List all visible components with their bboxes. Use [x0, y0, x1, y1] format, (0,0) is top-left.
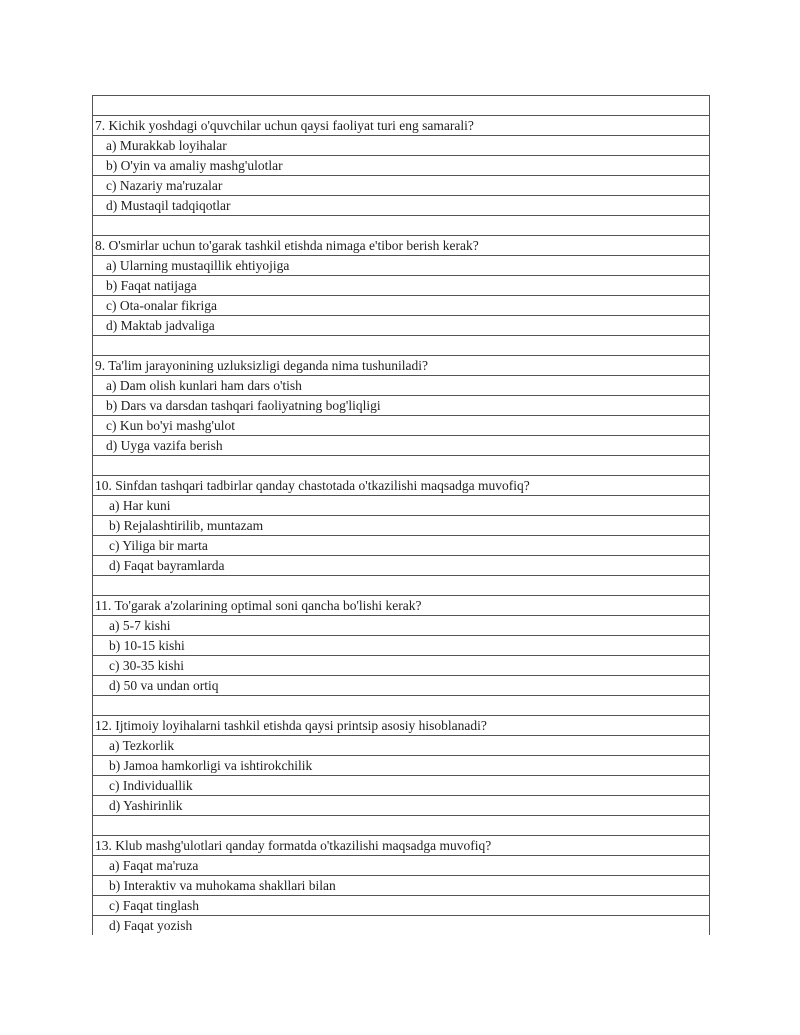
question-text: 8. O'smirlar uchun to'garak tashkil etishda nimaga e'tibor berish kerak?: [93, 235, 709, 255]
answer-option: c) Individuallik: [93, 775, 709, 795]
answer-option: b) Rejalashtirilib, muntazam: [93, 515, 709, 535]
answer-option: c) 30-35 kishi: [93, 655, 709, 675]
answer-option: a) Ularning mustaqillik ehtiyojiga: [93, 255, 709, 275]
answer-option: c) Faqat tinglash: [93, 895, 709, 915]
answer-option: b) Jamoa hamkorligi va ishtirokchilik: [93, 755, 709, 775]
answer-option: a) Murakkab loyihalar: [93, 135, 709, 155]
answer-option: d) Uyga vazifa berish: [93, 435, 709, 455]
spacer-row: [93, 575, 709, 595]
spacer-row: [93, 215, 709, 235]
answer-option: a) 5-7 kishi: [93, 615, 709, 635]
answer-option: c) Kun bo'yi mashg'ulot: [93, 415, 709, 435]
answer-option: b) Dars va darsdan tashqari faoliyatning bog'liqligi: [93, 395, 709, 415]
question-table: [92, 95, 710, 935]
answer-option: d) Faqat bayramlarda: [93, 555, 709, 575]
answer-option: a) Har kuni: [93, 495, 709, 515]
question-text: 10. Sinfdan tashqari tadbirlar qanday chastotada o'tkazilishi maqsadga muvofiq?: [93, 475, 709, 495]
answer-option: a) Dam olish kunlari ham dars o'tish: [93, 375, 709, 395]
answer-option: d) Maktab jadvaliga: [93, 315, 709, 335]
question-text: 13. Klub mashg'ulotlari qanday formatda o'tkazilishi maqsadga muvofiq?: [93, 835, 709, 855]
answer-option: a) Tezkorlik: [93, 735, 709, 755]
question-text: 7. Kichik yoshdagi o'quvchilar uchun qaysi faoliyat turi eng samarali?: [93, 115, 709, 135]
answer-option: a) Faqat ma'ruza: [93, 855, 709, 875]
spacer-row: [93, 95, 709, 115]
answer-option: d) Yashirinlik: [93, 795, 709, 815]
answer-option: d) 50 va undan ortiq: [93, 675, 709, 695]
answer-option: b) Faqat natijaga: [93, 275, 709, 295]
answer-option: b) Interaktiv va muhokama shakllari bilan: [93, 875, 709, 895]
answer-option: b) 10-15 kishi: [93, 635, 709, 655]
spacer-row: [93, 695, 709, 715]
answer-option: c) Yiliga bir marta: [93, 535, 709, 555]
spacer-row: [93, 455, 709, 475]
answer-option: b) O'yin va amaliy mashg'ulotlar: [93, 155, 709, 175]
question-text: 11. To'garak a'zolarining optimal soni qancha bo'lishi kerak?: [93, 595, 709, 615]
answer-option: c) Nazariy ma'ruzalar: [93, 175, 709, 195]
question-text: 12. Ijtimoiy loyihalarni tashkil etishda qaysi printsip asosiy hisoblanadi?: [93, 715, 709, 735]
spacer-row: [93, 335, 709, 355]
spacer-row: [93, 815, 709, 835]
answer-option: d) Faqat yozish: [93, 915, 709, 935]
question-text: 9. Ta'lim jarayonining uzluksizligi deganda nima tushuniladi?: [93, 355, 709, 375]
answer-option: d) Mustaqil tadqiqotlar: [93, 195, 709, 215]
answer-option: c) Ota-onalar fikriga: [93, 295, 709, 315]
